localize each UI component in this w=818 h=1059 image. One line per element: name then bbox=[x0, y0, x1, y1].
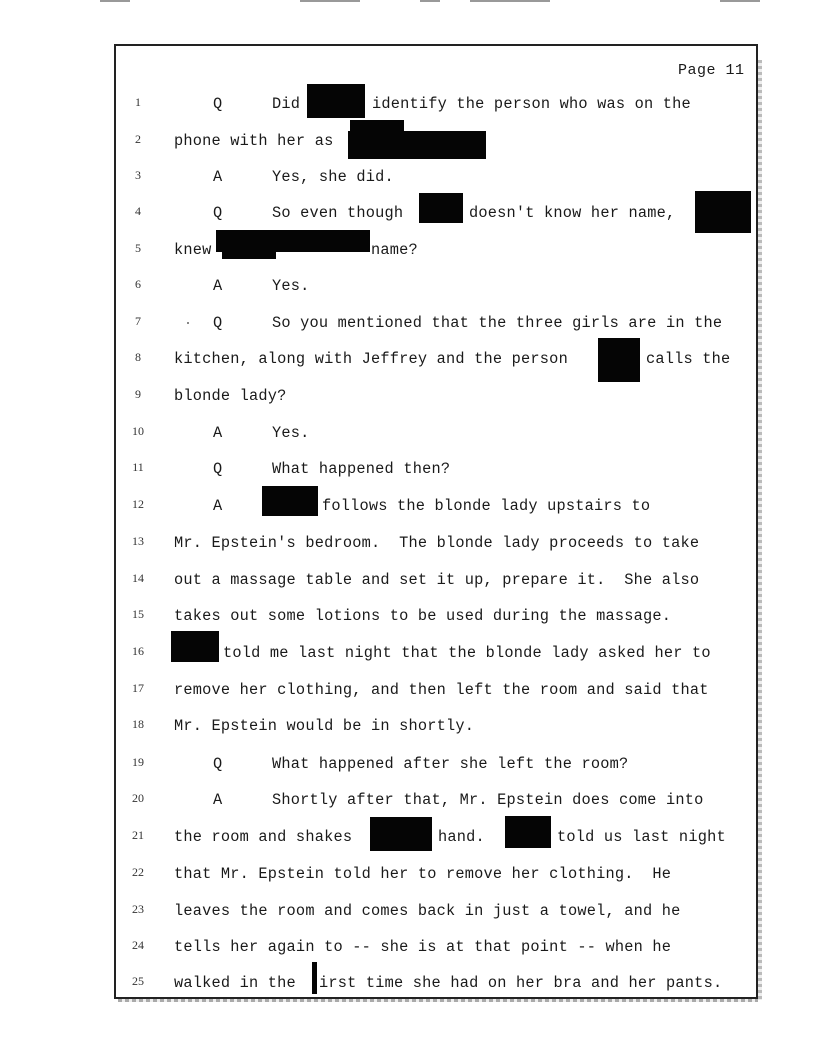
scan-speck bbox=[187, 322, 189, 324]
redaction-block bbox=[262, 486, 318, 516]
speaker-label: A bbox=[213, 791, 223, 809]
transcript-text: told me last night that the blonde lady asked her to bbox=[223, 644, 711, 662]
line-number: 25 bbox=[132, 974, 144, 988]
redaction-block bbox=[505, 816, 551, 848]
line-number: 5 bbox=[135, 241, 141, 255]
redaction-block bbox=[695, 191, 751, 233]
page-edge-shadow bbox=[758, 60, 762, 1000]
line-number: 22 bbox=[132, 865, 144, 879]
redaction-block bbox=[348, 131, 486, 159]
line-number: 13 bbox=[132, 534, 144, 548]
page-bottom-shadow bbox=[118, 999, 758, 1002]
transcript-text: kitchen, along with Jeffrey and the person bbox=[174, 350, 568, 368]
speaker-label: A bbox=[213, 497, 223, 515]
line-number: 6 bbox=[135, 277, 141, 291]
redaction-block bbox=[350, 120, 404, 134]
line-number: 10 bbox=[132, 424, 144, 438]
speaker-label: Q bbox=[213, 204, 223, 222]
line-number: 8 bbox=[135, 350, 141, 364]
line-number: 15 bbox=[132, 607, 144, 621]
redaction-block bbox=[598, 338, 640, 382]
transcript-text: takes out some lotions to be used during the massage. bbox=[174, 607, 672, 625]
redaction-block bbox=[216, 230, 370, 252]
line-number: 24 bbox=[132, 938, 144, 952]
transcript-text: What happened then? bbox=[272, 460, 451, 478]
transcript-text: What happened after she left the room? bbox=[272, 755, 629, 773]
transcript-text: told us last night bbox=[557, 828, 726, 846]
transcript-text: Mr. Epstein's bedroom. The blonde lady proceeds to take bbox=[174, 534, 700, 552]
line-number: 7 bbox=[135, 314, 141, 328]
line-number: 11 bbox=[132, 460, 144, 474]
transcript-text: knew bbox=[174, 241, 212, 259]
transcript-text: that Mr. Epstein told her to remove her clothing. He bbox=[174, 865, 672, 883]
speaker-label: Q bbox=[213, 314, 223, 332]
transcript-text: Mr. Epstein would be in shortly. bbox=[174, 717, 475, 735]
transcript-text: irst time she had on her bra and her pants. bbox=[319, 974, 723, 992]
speaker-label: Q bbox=[213, 95, 223, 113]
line-number: 20 bbox=[132, 791, 144, 805]
transcript-text: phone with her as bbox=[174, 132, 334, 150]
line-number: 16 bbox=[132, 644, 144, 658]
line-number: 2 bbox=[135, 132, 141, 146]
line-number: 12 bbox=[132, 497, 144, 511]
redaction-block bbox=[312, 962, 317, 994]
line-number: 3 bbox=[135, 168, 141, 182]
line-number: 23 bbox=[132, 902, 144, 916]
redaction-block bbox=[171, 631, 219, 662]
redaction-block bbox=[370, 817, 432, 851]
transcript-text: name? bbox=[371, 241, 418, 259]
speaker-label: A bbox=[213, 168, 223, 186]
speaker-label: A bbox=[213, 277, 223, 295]
transcript-text: out a massage table and set it up, prepare it. She also bbox=[174, 571, 700, 589]
page-border bbox=[114, 44, 758, 999]
line-number: 4 bbox=[135, 204, 141, 218]
transcript-text: follows the blonde lady upstairs to bbox=[322, 497, 651, 515]
transcript-text: Yes. bbox=[272, 277, 310, 295]
line-number: 21 bbox=[132, 828, 144, 842]
scan-top-marks bbox=[0, 0, 818, 4]
transcript-text: Yes, she did. bbox=[272, 168, 394, 186]
transcript-text: identify the person who was on the bbox=[372, 95, 691, 113]
line-number: 1 bbox=[135, 95, 141, 109]
transcript-text: So you mentioned that the three girls are in the bbox=[272, 314, 723, 332]
transcript-text: walked in the bbox=[174, 974, 296, 992]
transcript-text: So even though bbox=[272, 204, 404, 222]
transcript-text: Shortly after that, Mr. Epstein does come into bbox=[272, 791, 704, 809]
redaction-block bbox=[419, 193, 463, 223]
transcript-text: remove her clothing, and then left the room and said that bbox=[174, 681, 709, 699]
transcript-text: the room and shakes bbox=[174, 828, 353, 846]
transcript-text: tells her again to -- she is at that point -- when he bbox=[174, 938, 672, 956]
speaker-label: A bbox=[213, 424, 223, 442]
line-number: 18 bbox=[132, 717, 144, 731]
line-number: 17 bbox=[132, 681, 144, 695]
page-number: Page 11 bbox=[678, 62, 745, 79]
transcript-text: blonde lady? bbox=[174, 387, 287, 405]
transcript-text: hand. bbox=[438, 828, 485, 846]
transcript-text: Yes. bbox=[272, 424, 310, 442]
transcript-text: leaves the room and comes back in just a towel, and he bbox=[174, 902, 681, 920]
transcript-text: Did bbox=[272, 95, 301, 113]
speaker-label: Q bbox=[213, 460, 223, 478]
line-number: 9 bbox=[135, 387, 141, 401]
redaction-block bbox=[307, 84, 365, 118]
line-number: 14 bbox=[132, 571, 144, 585]
redaction-block bbox=[222, 250, 276, 259]
transcript-text: doesn't know her name, bbox=[469, 204, 676, 222]
transcript-text: calls the bbox=[646, 350, 731, 368]
speaker-label: Q bbox=[213, 755, 223, 773]
line-number: 19 bbox=[132, 755, 144, 769]
